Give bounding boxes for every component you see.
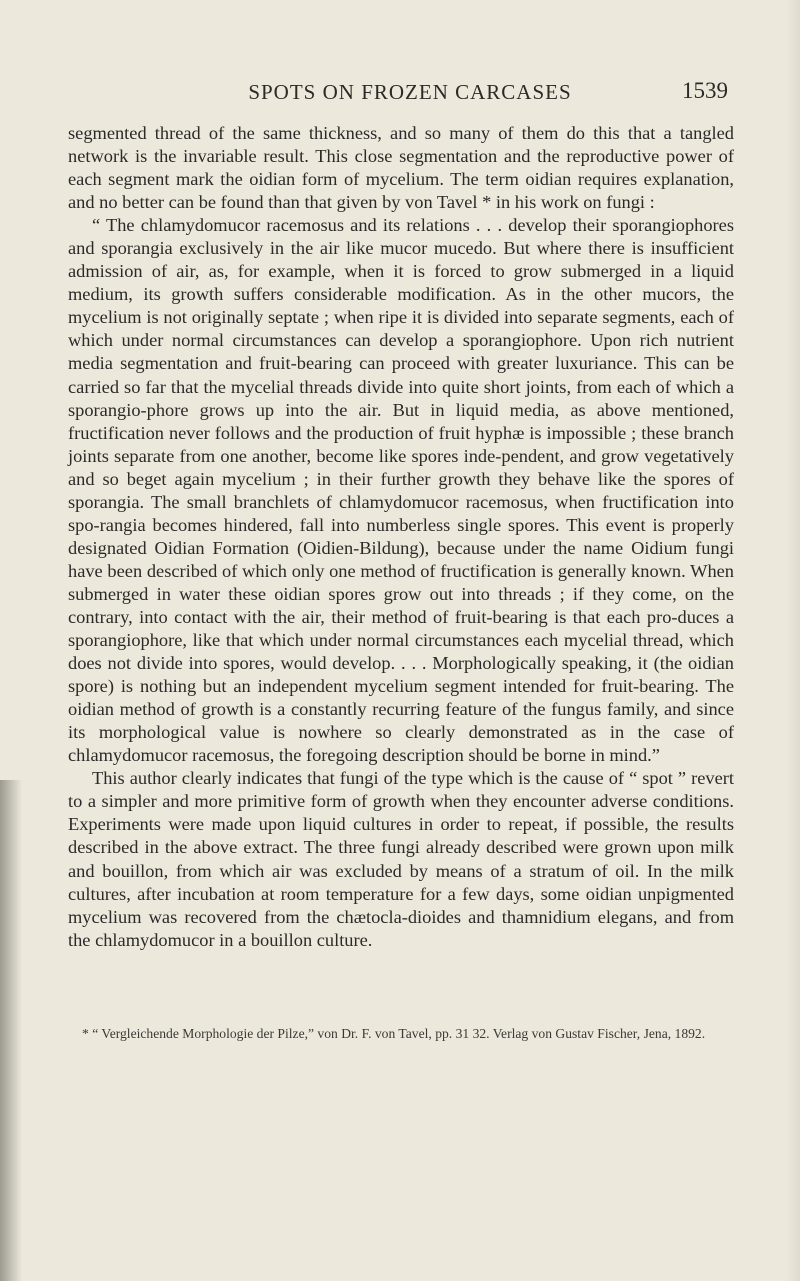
page-number: 1539	[682, 78, 728, 103]
page-edge-shadow	[786, 0, 800, 1281]
paragraph: This author clearly indicates that fungi of the type which is the cause of “ spot ” revert to a simpler and more primitive form of growth when they encounter adverse conditions. Experiments were made upon liquid cultures in order to repeat, if possible, the results described in the above extract. The three fungi already described were grown upon milk and bouillon, from which air was excluded by means of a stratum of oil. In the milk cultures, after incubation at room temperature for a few days, some oidian unpigmented mycelium was recovered from the chætocla-dioides and thamnidium elegans, and from the chlamydomucor in a bouillon culture.	[68, 768, 734, 950]
footnote-text: * “ Vergleichende Morphologie der Pilze,” von Dr. F. von Tavel, pp. 31 32. Verlag von Gustav Fischer, Jena, 1892.	[82, 1026, 706, 1041]
footnote	[68, 1025, 734, 1042]
paragraph: segmented thread of the same thickness, and so many of them do this that a tangled network is the invariable result. This close segmentation and the reproductive power of each segment mark the oidian form of mycelium. The term oidian requires explanation, and no better can be found than that given by von Tavel * in his work on fungi :	[68, 123, 734, 213]
paragraph-quotation: “ The chlamydomucor racemosus and its relations . . . develop their sporangiophores and sporangia exclusively in the air like mucor mucedo. But where there is insufficient admission of air, as, for example, when it is forced to grow submerged in a liquid medium, its growth suffers considerable modification. As in the other mucors, the mycelium is not originally septate ; when ripe it is divided into separate segments, each of which under normal circumstances can develop a sporangiophore. Upon rich nutrient media segmentation and fruit-bearing can proceed with greater luxuriance. This can be carried so far that the mycelial threads divide into quite short joints, from each of which a sporangio-phore grows up into the air. But in liquid media, as above mentioned, fructification never follows and the production of fruit hyphæ is impossible ; these branch joints separate from one another, become like spores inde-pendent, and grow vegetatively and so beget again mycelium ; in their further growth they behave like the spores of sporangia. The small branchlets of chlamydomucor racemosus, when fructification into spo-rangia becomes hindered, fall into numberless single spores. This event is properly designated Oidian Formation (Oidien-Bildung), because under the name Oidium fungi have been described of which only one method of fructification is generally known. When submerged in water these oidian spores grow out into threads ; if they come, on the contrary, into contact with the air, their method of fruit-bearing is that each pro-duces a sporangiophore, like that which under normal circumstances each mycelial thread, which does not divide into spores, would develop. . . . Morphologically speaking, it (the oidian spore) is nothing but an independent mycelium segment intended for fruit-bearing. The oidian method of growth is a constantly recurring feature of the fungus family, and since its morphological value is nowhere so clearly demonstrated as in the case of chlamydomucor racemosus, the foregoing description should be borne in mind.”	[68, 215, 734, 766]
binding-shadow	[0, 780, 22, 1281]
running-title: SPOTS ON FROZEN CARCASES	[248, 80, 572, 104]
body-text	[68, 122, 734, 952]
